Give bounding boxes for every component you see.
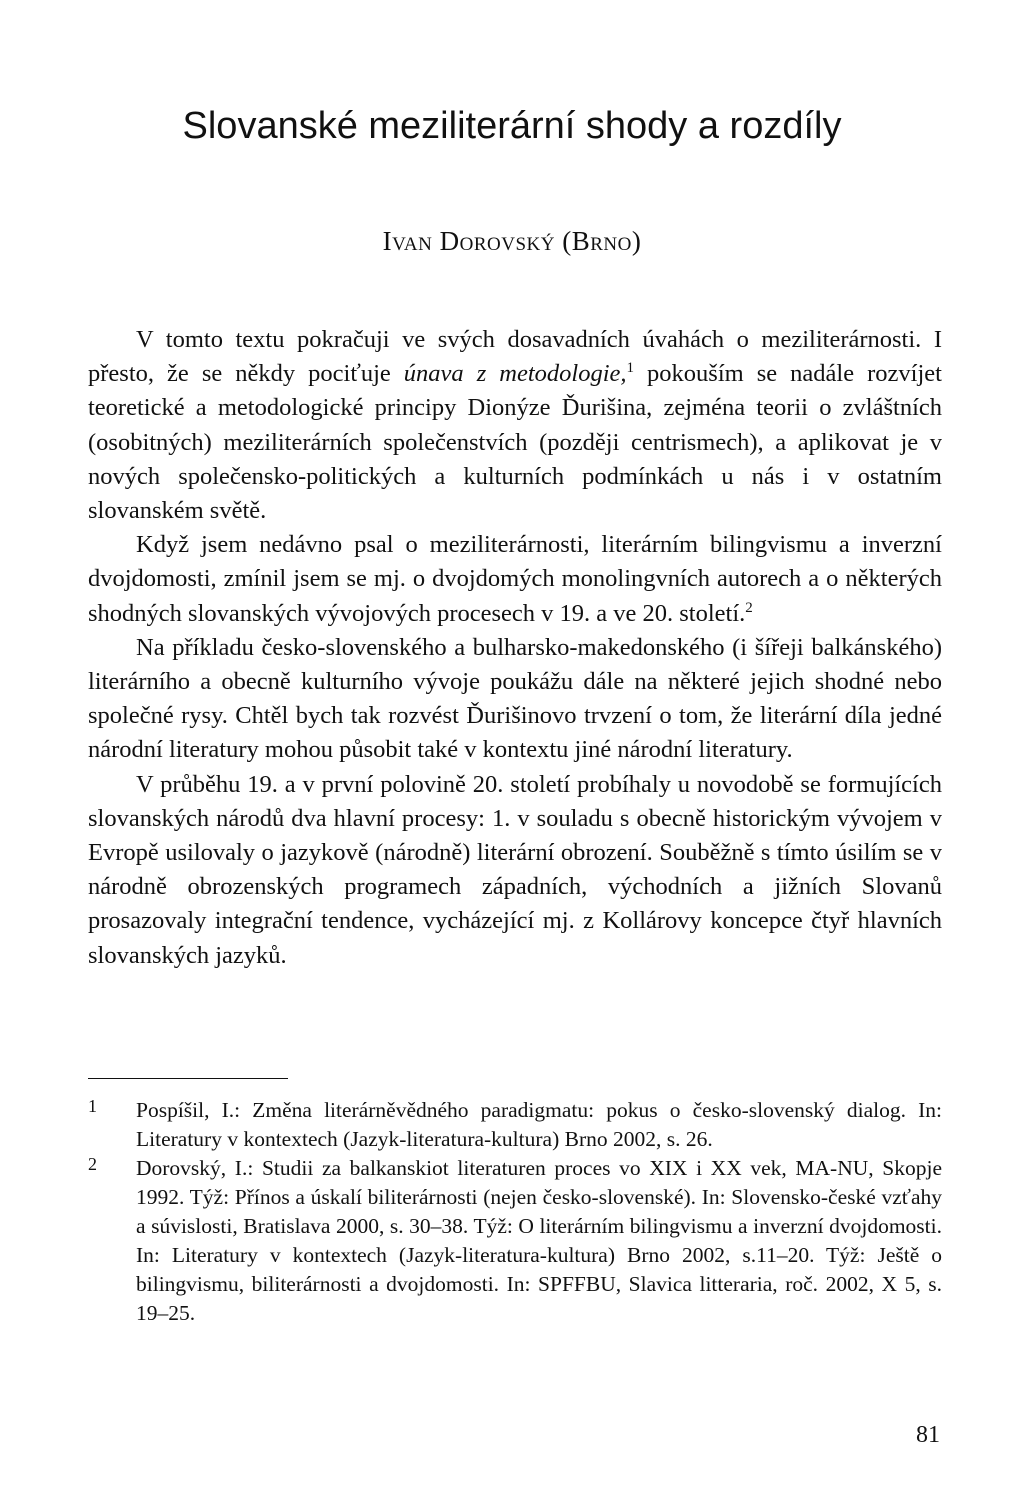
author-byline: Ivan Dorovský (Brno) <box>382 226 642 256</box>
page-title: Slovanské meziliterární shody a rozdíly <box>182 105 842 147</box>
footnote-2-text: Dorovský, I.: Studii za balkanskiot literaturen proces vo XIX i XX vek, MA-NU, Skopje 1992. Týž: Přínos a úskalí biliterárnosti (nejen česko-slovenské). In: Slovensko-české vzťahy a súvislosti, Bratislava 2000, s. 30–38. Týž: O literárním bilingvismu a inverzní dvojdomosti. In: Literatury v kontextech (Jazyk-literatura-kultura) Brno 2002, s.11–20. Týž: Ještě o bilingvismu, biliterárnosti a dvojdomosti. In: SPFFBU, Slavica litteraria, roč. 2002, X 5, s. 19–25. <box>136 1156 942 1325</box>
page-number: 81 <box>916 1422 940 1448</box>
paragraph-3: Na příkladu česko-slovenského a bulharsko-makedonského (i šířeji balkánského) literárního a obecně kulturního vývoje poukážu dále na některé jejich shodné nebo společné rysy. Chtěl bych tak rozvést Ďurišinovo trvzení o tom, že literární díla jedné národní literatury mohou působit také v kontextu jiné národní literatury. <box>88 633 942 764</box>
article-body <box>88 323 942 973</box>
footnote-separator <box>88 1078 288 1079</box>
paragraph-1-text-b: pokouším se nadále rozvíjet teoretické a metodologické principy Dionýze Ďurišina, zejména teorii o zvláštních (osobitných) meziliterárních společenstvích (později centrismech), a aplikovat je v nových společensko-politických a kulturních podmínkách u nás i v ostatním slovanském světě. <box>88 360 942 525</box>
footnote-ref-1: 1 <box>626 360 635 377</box>
paragraph-2 <box>88 528 942 631</box>
footnote-1-number: 1 <box>88 1096 97 1116</box>
paragraph-4: V průběhu 19. a v první polovině 20. století probíhaly u novodobě se formujících slovanských národů dva hlavní procesy: 1. v souladu s obecně historickým vývojem v Evropě usilovaly o jazykově (národně) literární obrození. Souběžně s tímto úsilím se v národně obrozenských programech západních, východních a jižních Slovanů prosazovaly integrační tendence, vycházející mj. z Kollárovy koncepce čtyř hlavních slovanských jazyků. <box>88 770 942 969</box>
footnote-2 <box>88 1154 942 1328</box>
footnotes <box>88 1096 942 1328</box>
paragraph-2-text: Když jsem nedávno psal o meziliterárnosti, literárním bilingvismu a inverzní dvojdomosti, zmínil jsem se mj. o dvojdomých monolingvních autorech a o některých shodných slovanských vývojových procesech v 19. a ve 20. století. <box>88 531 942 627</box>
paragraph-1-text-a: V tomto textu pokračuji ve svých dosavadních úvahách o meziliterárnosti. I přesto, že se někdy pociťuje <box>88 326 942 388</box>
footnote-1-text: Pospíšil, I.: Změna literárněvědného paradigmatu: pokus o česko-slovenský dialog. In: Literatury v kontextech (Jazyk-literatura-kultura) Brno 2002, s. 26. <box>136 1098 942 1151</box>
footnote-2-number: 2 <box>88 1154 97 1174</box>
paragraph-1-italic: únava z metodologie, <box>403 360 627 388</box>
paragraph-1 <box>88 323 942 528</box>
footnote-ref-2: 2 <box>745 599 753 616</box>
footnote-1 <box>88 1096 942 1154</box>
